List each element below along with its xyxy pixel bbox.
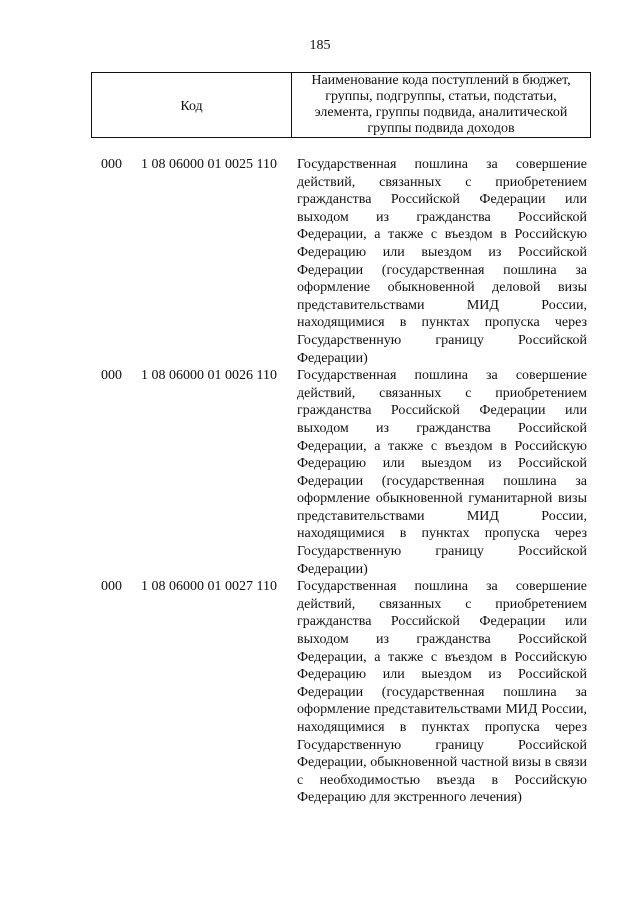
row-income-code: 1 08 06000 01 0026 110 — [141, 368, 277, 384]
row-admin-code: 000 — [101, 157, 122, 172]
header-name-cell: Наименование кода поступлений в бюджет, группы, подгруппы, статьи, подстатьи, элемента, группы подвида, аналитической группы подвида доходов — [311, 73, 571, 136]
table-header — [91, 72, 591, 138]
row-admin-code: 000 — [101, 579, 122, 595]
row-description: Государственная пошлина за совершение действий, связанных с приобретением гражданства Российской Федерации или выходом из гражданства Российской Федерации, а также с въездом в Российскую Федерацию или выездом из Российской Федерации (государственная пошлина за оформление обыкновенной гуманитарной визы представительствами МИД России, находящимися в пунктах пропуска через Государственную границу Российской Федерации) — [297, 368, 587, 577]
income-code-list — [0, 156, 640, 807]
row-income-code: 1 08 06000 01 0025 110 — [141, 157, 277, 172]
row-income-code: 1 08 06000 01 0027 110 — [141, 579, 277, 595]
table-row — [0, 578, 640, 807]
table-row — [0, 156, 640, 367]
row-description: Государственная пошлина за совершение действий, связанных с приобретением гражданства Российской Федерации или выходом из гражданства Российской Федерации, а также с въездом в Российскую Федерацию или выездом из Российской Федерации (государственная пошлина за оформление обыкновенной деловой визы представительствами МИД России, находящимися в пунктах пропуска через Государственную границу Российской Федерации) — [297, 157, 587, 366]
page-number: 185 — [309, 38, 331, 53]
table-row — [0, 367, 640, 578]
row-description: Государственная пошлина за совершение действий, связанных с приобретением гражданства Российской Федерации или выходом из гражданства Российской Федерации, а также с въездом в Российскую Федерацию или выездом из Российской Федерации (государственная пошлина за оформление представительствами МИД России, находящимися в пунктах пропуска через Государственную границу Российской Федерации, обыкновенной частной визы в связи с необходимостью въезда в Российскую Федерацию для экстренного лечения) — [297, 579, 587, 806]
row-admin-code: 000 — [101, 368, 122, 384]
header-code-cell: Код — [92, 73, 292, 137]
